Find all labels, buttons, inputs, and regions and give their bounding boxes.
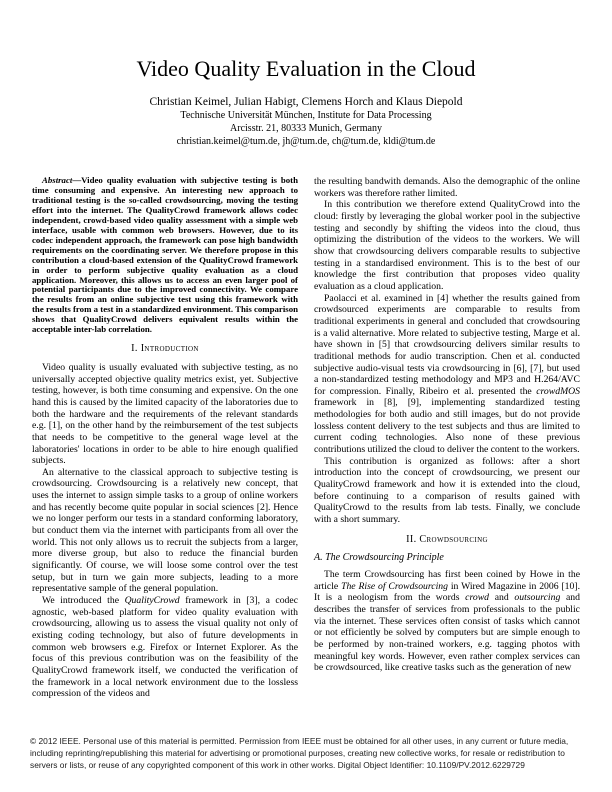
para-contribution-extension: In this contribution we therefore extend QualityCrowd into the cloud: firstly by leveraging the global worker pool in the subjective testing and secondly by shifting the videos into the cloud, thus optimizing the distribution of the videos to the workers. We will show that crowdsourcing delivers comparable results to subjective testing in a standardised environment. This is to the best of our knowledge the first contribution that proposes video quality evaluation as a cloud application. <box>314 199 580 292</box>
abstract-text: —Video quality evaluation with subjective testing is both time consuming and expensive. An interesting new approach to traditional testing is the so-called crowdsourcing, moving the testing effort into the internet. The QualityCrowd framework allows codec independent, crowd-based video quality assessment with a simple web interface, usable with common web browsers. However, due to its codec independent approach, the framework can pose high bandwidth requirements on the coordinating server. We therefore propose in this contribution a cloud-based extension of the QualityCrowd framework in order to perform subjective quality evaluation as a cloud application. Moreover, this allows us to access an even larger pool of potential participants due to the improved connectivity. We compare the results from an online subjective test using this framework with the results from a test in a standardized environment. This comparison shows that QualityCrowd delivers equivalent results within the acceptable inter-lab correlation. <box>32 175 298 335</box>
authors-line: Christian Keimel, Julian Habigt, Clemens Horch and Klaus Diepold <box>149 96 463 108</box>
para-bandwidth-continuation: the resulting bandwith demands. Also the demographic of the online workers was therefore rather limited. <box>314 176 580 199</box>
affiliation-line: Technische Universität München, Institute for Data Processing <box>180 110 432 121</box>
address-line: Arcisstr. 21, 80333 Munich, Germany <box>230 123 382 135</box>
para-crowdsourcing-alternative: An alternative to the classical approach to subjective testing is crowdsourcing. Crowdsourcing is a relatively new concept, that uses the internet to assign simple tasks to a group of online workers and has recently become quite popular in social sciences [2]. Hence we no longer perform our tests in a standard conforming laboratory, but conduct them via the internet with participants from all over the world. This not only allows us to recruit the subjects from a larger, more diverse group, but also to reduce the financial burden significantly. Of course, we will loose some control over the test setup, but in turn we gain more subjects, leading to a more representative sample of the general population. <box>32 466 298 595</box>
left-column <box>32 176 298 700</box>
paper-title: Video Quality Evaluation in the Cloud <box>136 56 476 81</box>
para-crowdsourcing-term: The term Crowdsourcing has first been coined by Howe in the article The Rise of Crowdsourcing in Wired Magazine in 2006 [10]. It is a neologism from the words crowd and outsourcing and describes the transfer of services from professionals to the public via the internet. These services often consist of tasks which cannot or not efficiently be solved by computers but are simple enough to be performed by non-trained workers, e.g. tagging photos with meaningful key words. However, even rather complex services can be crowdsourced, like creative tasks such as the generation of new <box>314 569 581 674</box>
two-column-body <box>32 176 580 700</box>
abstract-label: Abstract <box>42 175 73 185</box>
heading-introduction: I. Introduction <box>131 343 199 355</box>
para-related-work: Paolacci et al. examined in [4] whether the results gained from crowdsourced experiments are comparable to results from traditional experiments in general and concluded that crowdsouring is a valid alternative. More related to subjective testing, Marge et al. have shown in [5] that crowdsourcing delivers similar results to traditional methods for audio transcription. Chen et al. conducted subjective audio-visual tests via crowdsourcing in [6], [7], but used a non-standardized testing methodology and MP3 and H.264/AVC for compression. Finally, Ribeiro et al. presented the crowdMOS framework in [8], [9], implementing standardized testing methodologies for both audio and still images, but do not provide lossless content delivery to the test subjects and thus are limited to current coding technologies. Also none of these previous contributions utilized the cloud to deliver the content to the workers. <box>314 292 580 456</box>
emails-line: christian.keimel@tum.de, jh@tum.de, ch@tum.de, kldi@tum.de <box>176 136 436 148</box>
title-block <box>0 56 612 149</box>
para-qualitycrowd-intro: We introduced the QualityCrowd framework in [3], a codec agnostic, web-based platform for video quality evaluation with crowdsourcing, allowing us to assess the visual quality not only of existing coding technology, but also of future developments in common web browsers e.g. Firefox or Internet Explorer. As the focus of this previous contribution was on the feasibility of the QualityCrowd framework itself, we conducted the verification of the framework in a local network environment due to the lossless compression of the videos and <box>32 595 298 700</box>
subheading-crowdsourcing-principle: A. The Crowdsourcing Principle <box>314 552 444 564</box>
para-subjective-testing: Video quality is usually evaluated with subjective testing, as no universally accepted objective quality metrics exist, yet. Subjective testing, however, is both time consuming and expensive. On the one hand this is caused by the limited capacity of the laboratories due to both the hardware and the requirements of the relevant standards e.g. [1], on the other hand by the reimbursement of the test subjects that needs to be competitive to the general wage level at the laboratories' locations in order to be able to hire enough qualified subjects. <box>32 361 298 467</box>
para-organization: This contribution is organized as follows: after a short introduction into the concept of crowdsourcing, we present our QualityCrowd framework and how it is extended into the cloud, before continuing to a comparison of results gained with QualityCrowd to the results from lab tests. Finally, we conclude with a short summary. <box>314 455 580 526</box>
copyright-notice: © 2012 IEEE. Personal use of this material is permitted. Permission from IEEE must be obtained for all other uses, in any current or future media, including reprinting/republishing this material for advertising or promotional purposes, creating new collective works, for resale or redistribution to servers or lists, or reuse of any copyrighted component of this work in other works. Digital Object Identifier: 10.1109/PV.2012.6229729 <box>30 736 569 770</box>
right-column <box>314 176 580 700</box>
heading-crowdsourcing: II. Crowdsourcing <box>406 533 488 545</box>
abstract-paragraph <box>32 176 298 335</box>
